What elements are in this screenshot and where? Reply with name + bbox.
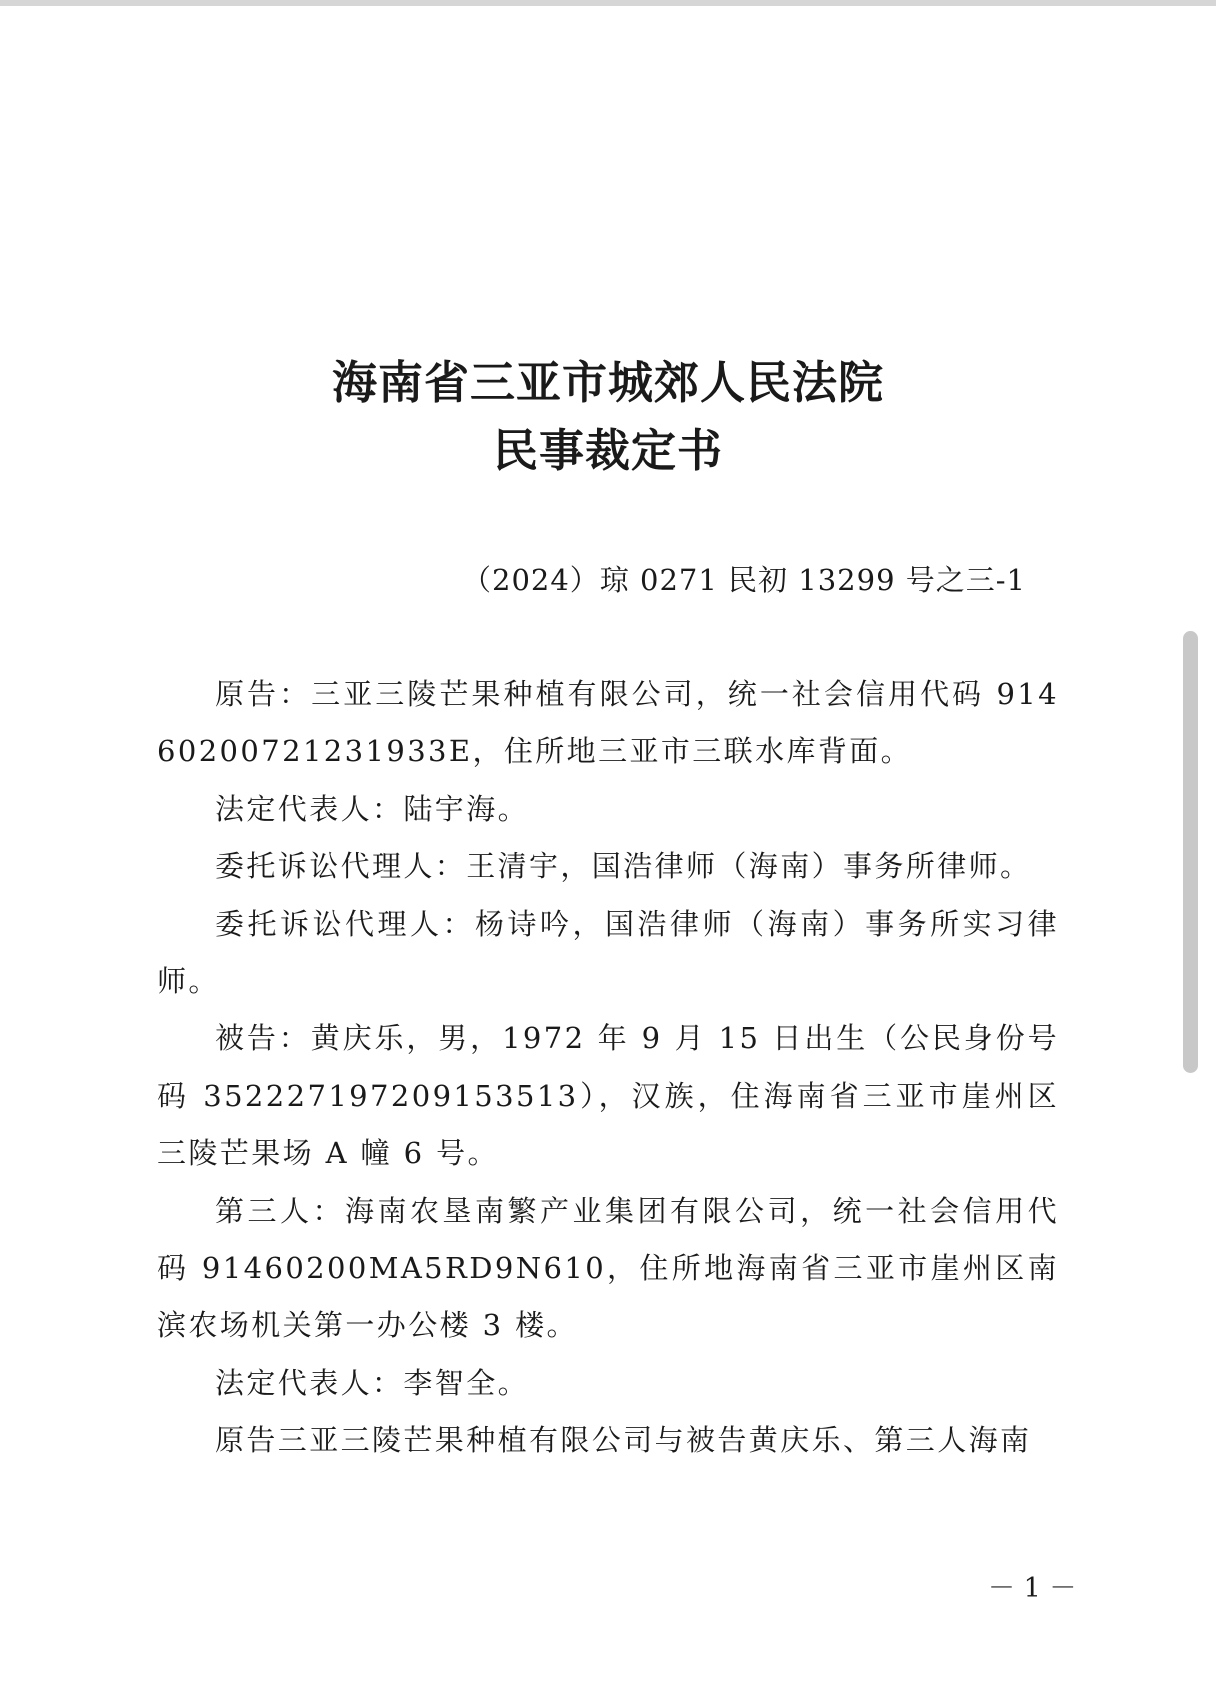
document-body — [157, 666, 1059, 1470]
third-party-paragraph: 第三人：海南农垦南繁产业集团有限公司，统一社会信用代码 91460200MA5RD9N610，住所地海南省三亚市崖州区南滨农场机关第一办公楼 3 楼。 — [157, 1193, 1059, 1343]
page-number: － 1 － — [988, 1573, 1077, 1604]
plaintiff-agent-1: 委托诉讼代理人：王清宇，国浩律师（海南）事务所律师。 — [215, 849, 1032, 884]
plaintiff-paragraph: 原告：三亚三陵芒果种植有限公司，统一社会信用代码 91460200721231933E，住所地三亚市三联水库背面。 — [157, 677, 1059, 769]
vertical-scrollbar[interactable] — [1183, 631, 1198, 1073]
case-summary-paragraph: 原告三亚三陵芒果种植有限公司与被告黄庆乐、第三人海南 — [215, 1423, 1032, 1458]
court-name-title: 海南省三亚市城郊人民法院 — [331, 356, 884, 409]
defendant-paragraph: 被告：黄庆乐，男，1972 年 9 月 15 日出生（公民身份号码 352227197209153513），汉族，住海南省三亚市崖州区三陵芒果场 A 幢 6 号。 — [157, 1021, 1059, 1171]
plaintiff-legal-representative: 法定代表人：陆宇海。 — [215, 791, 530, 826]
document-type-title: 民事裁定书 — [492, 424, 723, 477]
document-page — [0, 6, 1216, 1695]
plaintiff-agent-2: 委托诉讼代理人：杨诗吟，国浩律师（海南）事务所实习律师。 — [157, 906, 1059, 999]
case-number: （2024）琼 0271 民初 13299 号之三-1 — [462, 563, 1026, 597]
third-party-legal-representative: 法定代表人：李智全。 — [215, 1365, 530, 1400]
